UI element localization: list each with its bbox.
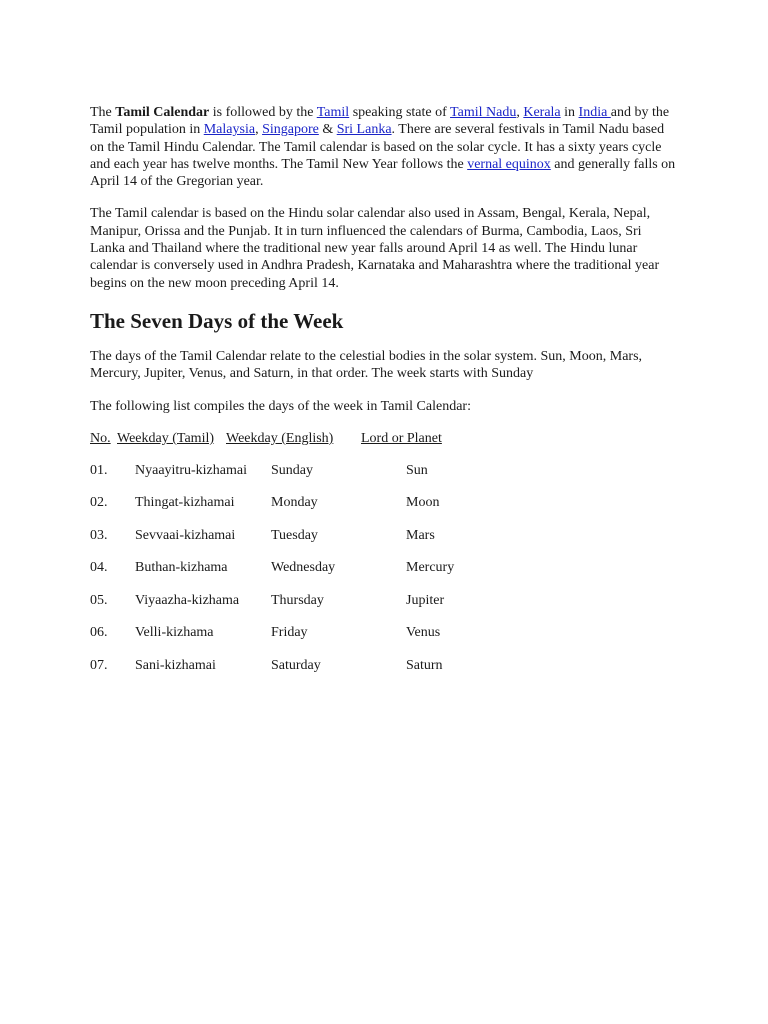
intro-bold-term: Tamil Calendar: [115, 105, 210, 120]
link-india[interactable]: India: [578, 105, 611, 120]
intro-text: in: [560, 105, 579, 120]
header-no: No.: [90, 430, 111, 446]
intro-text: and by the Tamil population in: [90, 105, 670, 138]
header-weekday-english: Weekday (English): [226, 430, 334, 446]
cell-no: 04.: [90, 560, 108, 576]
link-tamil-nadu[interactable]: Tamil Nadu: [450, 105, 517, 120]
cell-weekday-english: Wednesday: [271, 560, 336, 576]
cell-no: 02.: [90, 495, 108, 511]
document-page: [90, 104, 676, 689]
cell-no: 05.: [90, 592, 108, 608]
cell-no: 07.: [90, 657, 108, 673]
link-sri-lanka[interactable]: Sri Lanka: [336, 122, 392, 138]
solar-calendar-paragraph: The Tamil calendar is based on the Hindu solar calendar also used in Assam, Bengal, Kerala, Nepal, Manipur, Orissa and the Punjab. It in turn influenced the calendars of Burma, Cambodia, Laos, Sri Lanka and Thailand where the traditional new year falls around April 14 as well. The Hindu lunar calendar is conversely used in Andhra Pradesh, Karnataka and Maharashtra where the traditional year begins on the new moon preceding April 14.: [90, 206, 660, 291]
list-intro-paragraph: The following list compiles the days of the week in Tamil Calendar:: [90, 398, 471, 414]
table-row: [90, 527, 676, 544]
cell-weekday-tamil: Viyaazha-kizhama: [135, 592, 240, 608]
cell-weekday-english: Monday: [271, 495, 318, 511]
cell-weekday-tamil: Sevvaai-kizhamai: [135, 527, 236, 543]
header-lord-or-planet: Lord or Planet: [361, 430, 442, 446]
cell-weekday-english: Saturday: [271, 657, 321, 673]
cell-weekday-tamil: Thingat-kizhamai: [135, 495, 235, 511]
table-header-row: [90, 430, 676, 447]
cell-weekday-tamil: Velli-kizhama: [135, 625, 214, 641]
table-row: [90, 494, 676, 511]
cell-lord: Moon: [406, 495, 440, 511]
link-vernal-equinox[interactable]: vernal equinox: [467, 156, 551, 172]
link-kerala[interactable]: Kerala: [523, 105, 561, 120]
celestial-paragraph: The days of the Tamil Calendar relate to the celestial bodies in the solar system. Sun, Moon, Mars, Mercury, Jupiter, Venus, and Saturn, in that order. The week starts with Sunday: [90, 348, 643, 382]
cell-weekday-tamil: Sani-kizhamai: [135, 657, 216, 673]
cell-lord: Venus: [406, 625, 441, 641]
intro-text: The: [90, 105, 116, 120]
intro-text: . There are several festivals in Tamil Nadu based on the Tamil Hindu Calendar. The Tamil calendar is based on the solar cycle. It has a sixty years cycle and each year has twelve months. The Tamil New Year follows the: [90, 122, 665, 172]
cell-lord: Mercury: [406, 560, 455, 576]
cell-no: 06.: [90, 625, 108, 641]
cell-weekday-english: Tuesday: [271, 527, 318, 543]
cell-weekday-english: Thursday: [271, 592, 324, 608]
cell-lord: Sun: [406, 462, 428, 478]
intro-text: ,: [255, 122, 263, 138]
cell-no: 01.: [90, 462, 108, 478]
intro-text: speaking state of: [349, 105, 451, 120]
cell-lord: Jupiter: [406, 592, 445, 608]
cell-lord: Mars: [406, 527, 435, 543]
cell-no: 03.: [90, 527, 108, 543]
table-row: [90, 559, 676, 576]
section-heading: The Seven Days of the Week: [90, 308, 344, 333]
intro-paragraph: [90, 104, 676, 190]
cell-weekday-tamil: Nyaayitru-kizhamai: [135, 462, 247, 478]
intro-text: is followed by the: [209, 105, 317, 120]
cell-weekday-tamil: Buthan-kizhama: [135, 560, 228, 576]
table-row: [90, 624, 676, 641]
link-tamil[interactable]: Tamil: [316, 105, 350, 120]
cell-weekday-english: Friday: [271, 625, 308, 641]
cell-weekday-english: Sunday: [271, 462, 313, 478]
table-row: [90, 462, 676, 479]
table-row: [90, 592, 676, 609]
intro-text: ,: [516, 105, 524, 120]
table-row: [90, 657, 676, 674]
header-weekday-tamil: Weekday (Tamil): [117, 430, 215, 446]
cell-lord: Saturn: [406, 657, 443, 673]
link-malaysia[interactable]: Malaysia: [203, 122, 256, 138]
intro-text: and generally falls on April 14 of the Gregorian year.: [90, 156, 676, 190]
link-singapore[interactable]: Singapore: [262, 122, 319, 138]
intro-text: &: [318, 122, 337, 138]
